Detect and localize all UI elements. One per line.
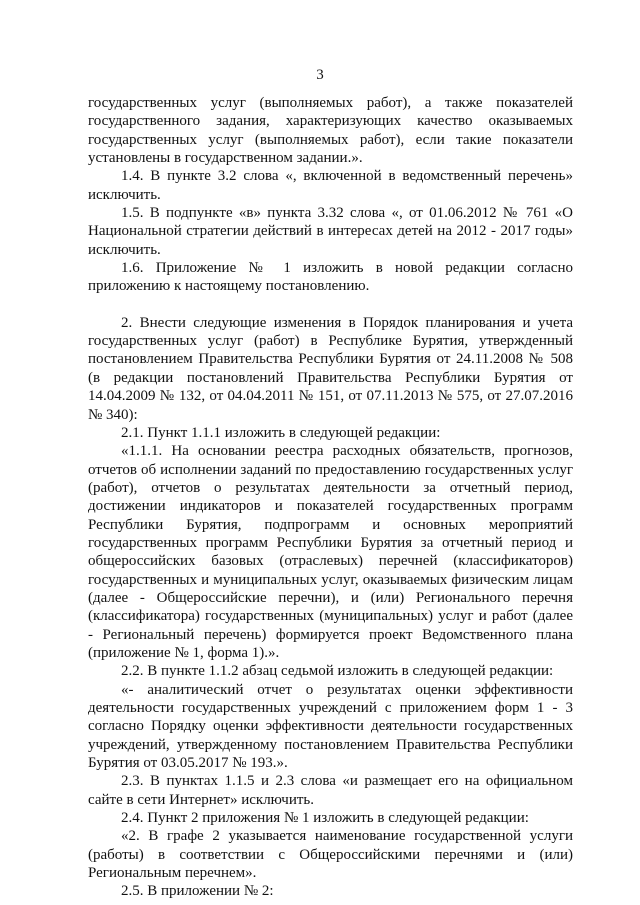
paragraph-2-1: 2.1. Пункт 1.1.1 изложить в следующей редакции: xyxy=(121,424,441,441)
paragraph-2-2-quote: «- аналитический отчет о результатах оценки эффективности деятельности государственных учреждений с приложением форм 1 - 3 согласно Порядку оценки эффективности деятельности государственных учреждений, утвержденному постановлением Правительства Республики Бурятия от 03.05.2017 № 193.». xyxy=(88,681,573,772)
paragraph-2: 2. Внести следующие изменения в Порядок планирования и учета государственных услуг (работ) в Республике Бурятия, утвержденный постановлением Правительства Республики Бурятия от 24.11.2008 № 508 (в редакции постановлений Правительства Республики Бурятия от 14.04.2009 № 132, от 04.04.2011 № 151, от 07.11.2013 № 575, от 27.07.2016 № 340): xyxy=(88,314,573,423)
paragraph-1-5: 1.5. В подпункте «в» пункта 3.32 слова «, от 01.06.2012 № 761 «О Национальной стратегии действий в интересах детей на 2012 - 2017 годы» исключить. xyxy=(88,205,573,258)
paragraph-1-4: 1.4. В пункте 3.2 слова «, включенной в ведомственный перечень» исключить. xyxy=(88,168,573,203)
paragraph-2-4: 2.4. Пункт 2 приложения № 1 изложить в следующей редакции: xyxy=(121,810,529,827)
paragraph-2-1-quote: «1.1.1. На основании реестра расходных обязательств, прогнозов, отчетов об исполнении заданий по предоставлению государственных услуг (работ), отчетов о результатах деятельности за отчетный период, достижении индикаторов и показателей государственных программ Республики Бурятия, подпрограмм и основных мероприятий государственных программ Республики Бурятия за отчетный период и общероссийских базовых (отраслевых) перечней (классификаторов) государственных и муниципальных услуг, оказываемых физическим лицам (далее - Общероссийские перечни), и (или) Регионального перечня (классификатора) государственных (муниципальных) услуг и работ (далее - Региональный перечень) формируется проект Ведомственного плана (приложение № 1, форма 1).». xyxy=(88,443,573,661)
paragraph-1-6: 1.6. Приложение № 1 изложить в новой редакции согласно приложению к настоящему постановлению. xyxy=(88,260,573,295)
page-number: 3 xyxy=(316,67,324,83)
paragraph-2-4-quote: «2. В графе 2 указывается наименование государственной услуги (работы) в соответствии с Общероссийскими перечнями и (или) Региональным перечнем». xyxy=(88,828,573,882)
document-body xyxy=(88,94,573,901)
paragraph-continuation: государственных услуг (выполняемых работ), а также показателей государственного задания, характеризующих качество оказываемых государственных услуг (выполняемых работ), если такие показатели установлены в государственном задании.». xyxy=(88,95,573,167)
paragraph-2-5: 2.5. В приложении № 2: xyxy=(121,883,274,900)
paragraph-2-3: 2.3. В пунктах 1.1.5 и 2.3 слова «и размещает его на официальном сайте в сети Интернет» исключить. xyxy=(88,773,573,808)
paragraph-2-2: 2.2. В пункте 1.1.2 абзац седьмой изложить в следующей редакции: xyxy=(121,663,554,680)
